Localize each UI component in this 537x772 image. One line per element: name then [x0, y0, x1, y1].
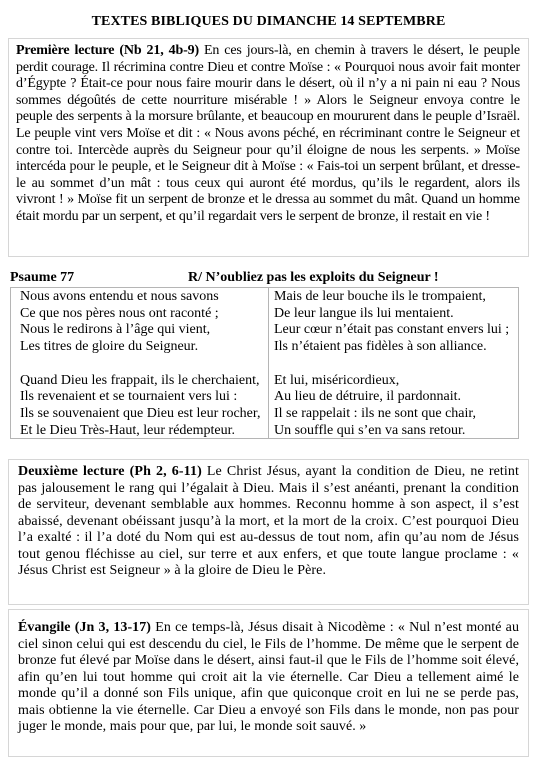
- psalm-verse: Un souffle qui s’en va sans retour.: [274, 422, 466, 438]
- psalm-verse: Ils revenaient et se tournaient vers lui :: [20, 389, 238, 405]
- gospel-paragraph: [18, 620, 519, 736]
- gospel-reference: Évangile (Jn 3, 13-17): [18, 620, 151, 635]
- second-reading-box: [8, 459, 529, 605]
- psalm-verse: Il se rappelait : ils ne sont que chair,: [274, 405, 476, 421]
- gospel-box: [8, 609, 529, 757]
- psalm-verse: Ils n’étaient pas fidèles à son alliance.: [274, 339, 487, 355]
- second-reading-text: Le Christ Jésus, ayant la condition de Dieu, ne retint pas jalousement le rang qui l’égalait à Dieu. Mais il s’est anéanti, prenant la condition de serviteur, devenant semblable aux hommes. Reconnu homme à son aspect, il s’est abaissé, devenant obéissant jusqu’à la mort, et la mort de la croix. C’est pourquoi Dieu l’a exalté : il l’a doté du Nom qui est au-dessus de tout nom, afin qu’au nom de Jésus tout genou fléchisse au ciel, sur terre et aux enfers, et que toute langue proclame : « Jésus Christ est Seigneur » à la gloire de Dieu le Père.: [18, 464, 519, 578]
- psalm-verse: Nous le redirons à l’âge qui vient,: [20, 322, 211, 338]
- psalm-verse: Quand Dieu les frappait, ils le cherchaient,: [20, 372, 260, 388]
- psalm-verse: Au lieu de détruire, il pardonnait.: [274, 389, 461, 405]
- psalm-stanza: [20, 289, 264, 356]
- first-reading-text: En ces jours-là, en chemin à travers le désert, le peuple perdit courage. Il récrimina contre Dieu et contre Moïse : « Pourquoi nous avoir fait monter d’Égypte ? Était-ce pour nous faire mourir dans le désert, où il n’y a ni pain ni eau ? Nous sommes dégoûtés de cette nourriture misérable ! » Alors le Seigneur envoya contre le peuple des serpents à la morsure brûlante, et beaucoup en moururent dans le peuple d’Israël. Le peuple vint vers Moïse et dit : « Nous avons péché, en récriminant contre le Seigneur et contre toi. Intercède auprès du Seigneur pour qu’il éloigne de nous les serpents. » Moïse intercéda pour le peuple, et le Seigneur dit à Moïse : « Fais-toi un serpent brûlant, et dresse-le au sommet d’un mât : tous ceux qui auront été mordus, qu’ils le regardent, alors ils vivront ! » Moïse fit un serpent de bronze et le dressa au sommet du mât. Quand un homme était mordu par un serpent, et qu’il regardait vers le serpent de bronze, il restait en vie !: [16, 43, 520, 224]
- gospel-text: En ce temps-là, Jésus disait à Nicodème : « Nul n’est monté au ciel sinon celui qui est descendu du ciel, le Fils de l’homme. De même que le serpent de bronze fut élevé par Moïse dans le désert, ainsi faut-il que le Fils de l’homme soit élevé, afin qu’en lui tout homme qui croit ait la vie éternelle. Car Dieu a tellement aimé le monde qu’il a donné son Fils unique, afin que quiconque croit en lui ne se perde pas, mais obtienne la vie éternelle. Car Dieu a envoyé son Fils dans le monde, non pas pour juger le monde, mais pour que, par lui, le monde soit sauvé. »: [18, 620, 519, 734]
- psalm-verse: Les titres de gloire du Seigneur.: [20, 339, 199, 355]
- psalm-table: [10, 287, 519, 439]
- second-reading-paragraph: [18, 464, 519, 580]
- psalm-stanza: [274, 289, 514, 356]
- first-reading-paragraph: [16, 43, 520, 226]
- psalm-verse: Leur cœur n’était pas constant envers lui ;: [274, 322, 510, 338]
- second-reading-reference: Deuxième lecture (Ph 2, 6-11): [18, 464, 202, 479]
- first-reading-box: [8, 38, 529, 257]
- first-reading-reference: Première lecture (Nb 21, 4b-9): [16, 43, 199, 58]
- psalm-verse: Et le Dieu Très-Haut, leur rédempteur.: [20, 422, 236, 438]
- psalm-verse: Ils se souvenaient que Dieu est leur rocher,: [20, 405, 261, 421]
- psalm-right-column: [269, 288, 518, 438]
- psalm-verse: De leur langue ils lui mentaient.: [274, 305, 454, 321]
- psalm-stanza: [274, 373, 514, 440]
- psalm-name: Psaume 77: [10, 270, 75, 285]
- psalm-left-column: [11, 288, 269, 438]
- psalm-verse: Et lui, miséricordieux,: [274, 372, 400, 388]
- psalm-verse: Ce que nos pères nous ont raconté ;: [20, 305, 219, 321]
- psalm-verse: Nous avons entendu et nous savons: [20, 289, 219, 304]
- page-title: TEXTES BIBLIQUES DU DIMANCHE 14 SEPTEMBRE: [91, 14, 446, 29]
- psalm-stanza: [20, 373, 264, 440]
- psalm-verse: Mais de leur bouche ils le trompaient,: [274, 289, 486, 304]
- psalm-refrain: R/ N’oubliez pas les exploits du Seigneur !: [188, 270, 439, 285]
